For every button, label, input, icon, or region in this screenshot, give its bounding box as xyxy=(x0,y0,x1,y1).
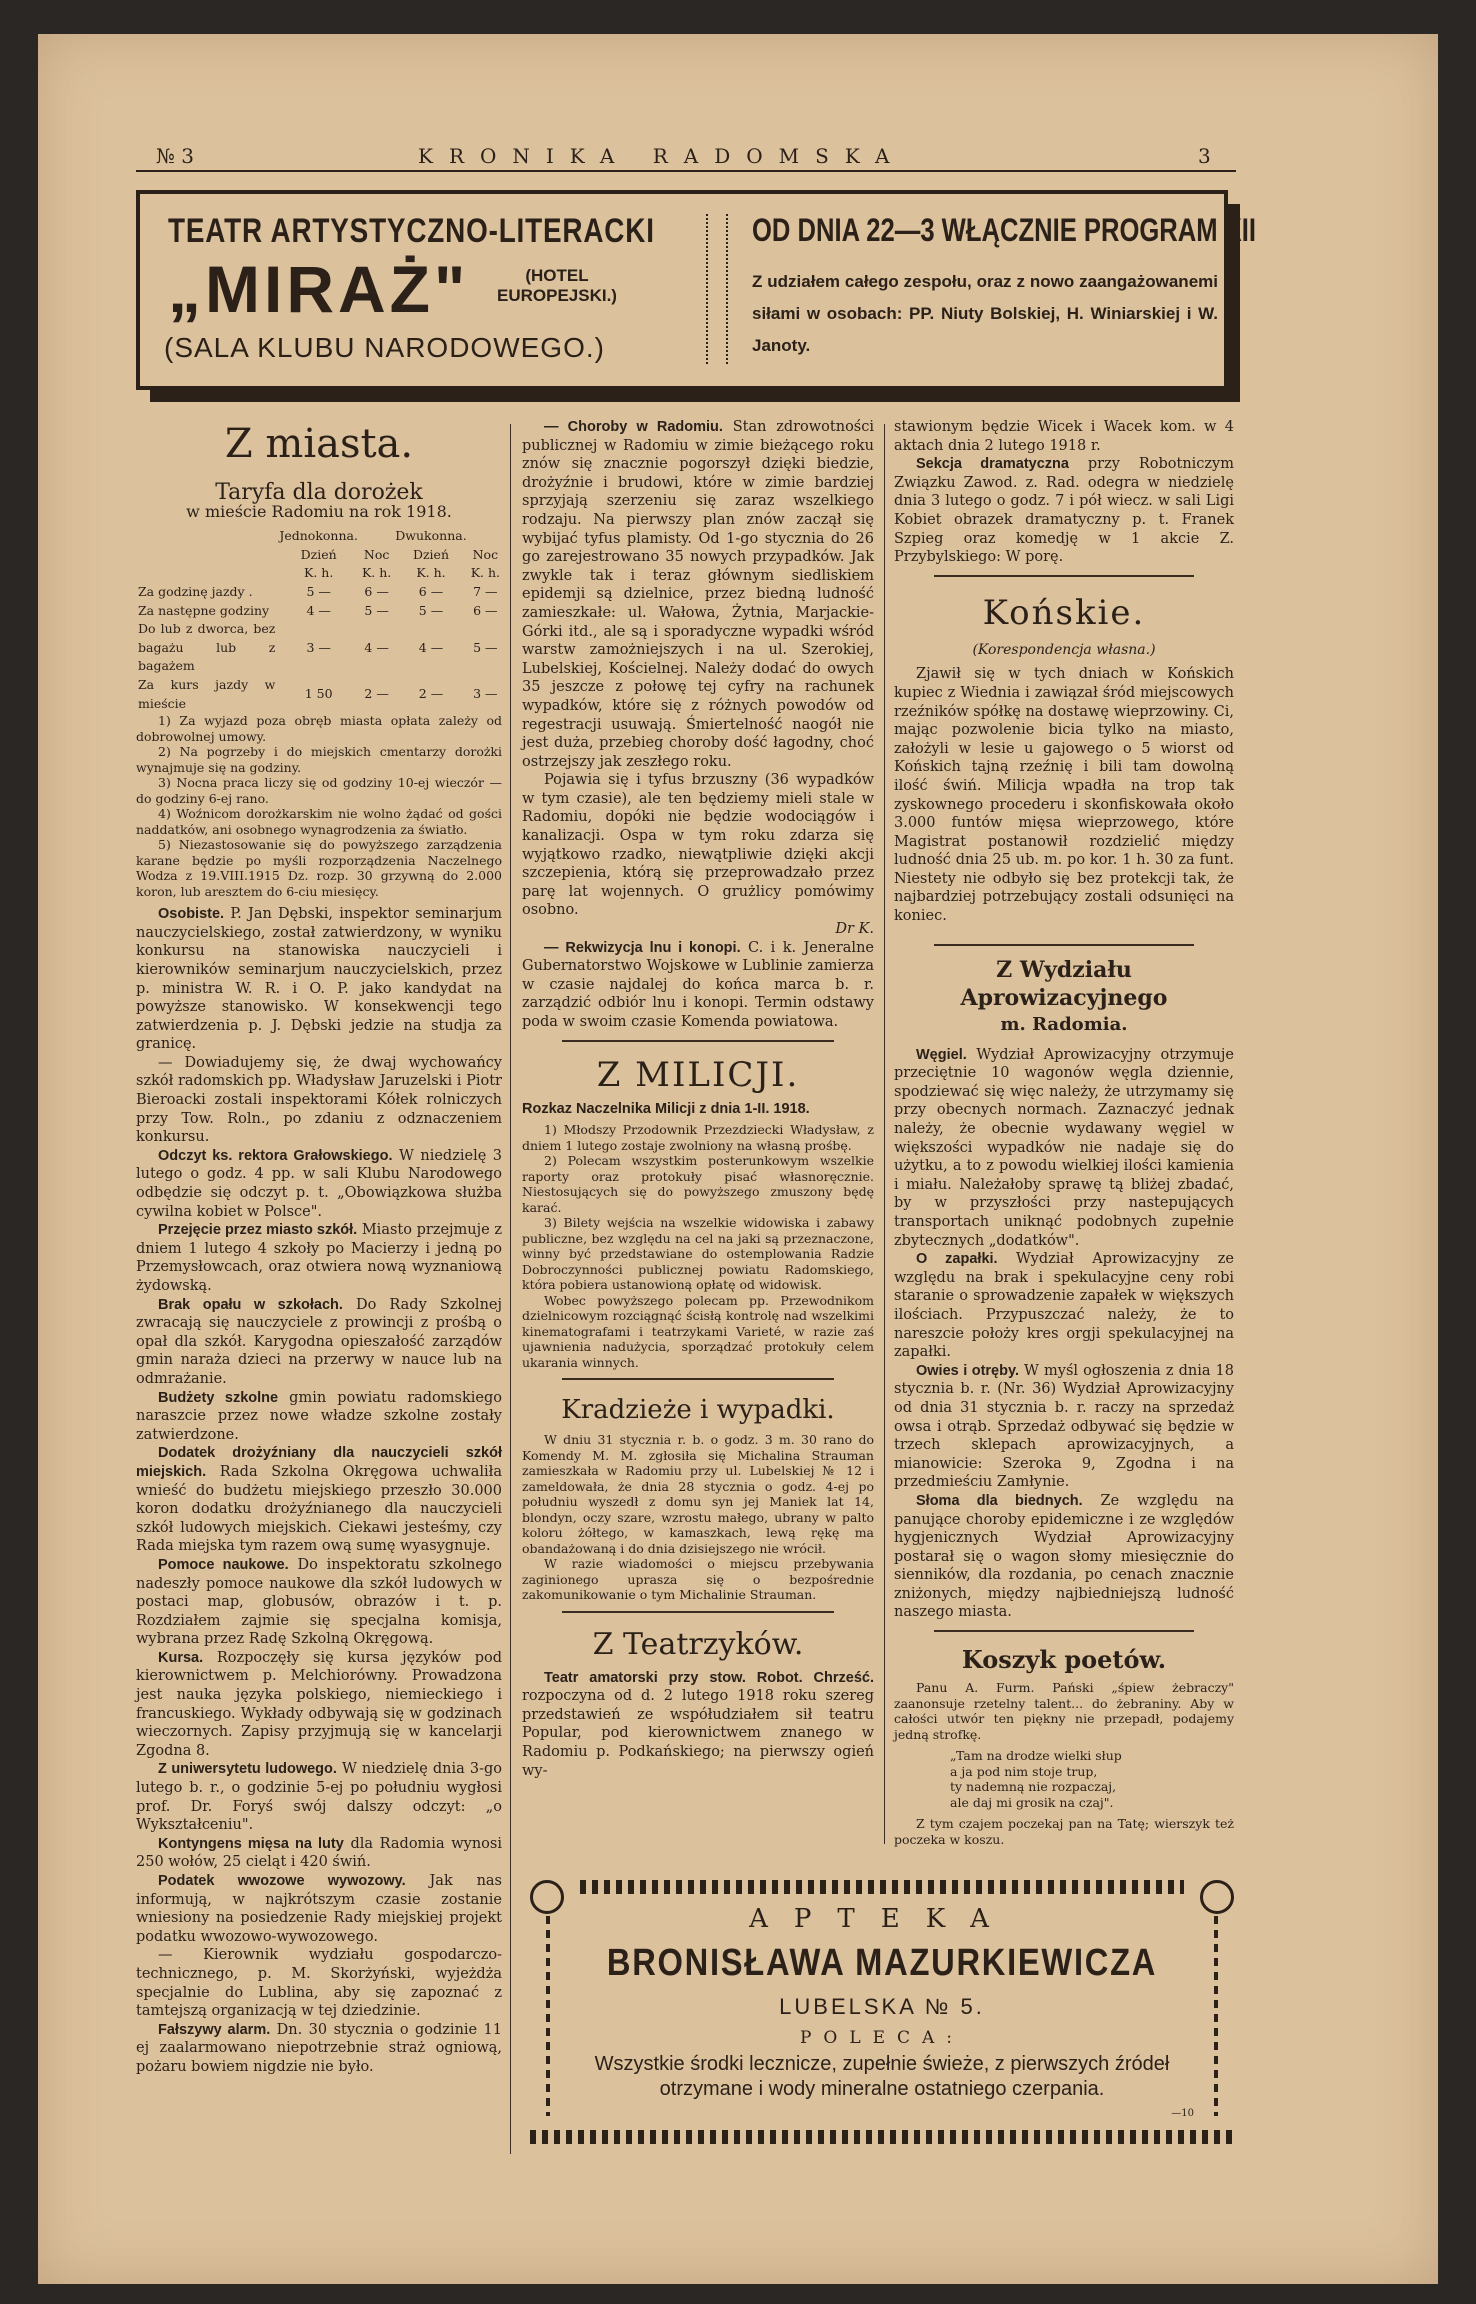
fare-cell: Do lub z dworca, bez bagażu lub z bagażem xyxy=(138,621,276,674)
fare-head xyxy=(136,527,502,546)
masthead-title: KRONIKA RADOMSKA xyxy=(418,144,906,168)
section-title-koszyk: Koszyk poetów. xyxy=(961,1645,1167,1675)
section-title-z-miasta: Z miasta. xyxy=(224,421,414,467)
fare-notes xyxy=(136,713,502,899)
column-rule-1 xyxy=(510,424,511,2154)
aprow-text: Ze względu na panujące choroby epidemiczne i ze względów hygjenicznych Wydział Aprowizacyjny postarał się o wagon słomy miesięcznie do sienników, dla rozdania, po cenach znacznie zniżonych, między najbiedniejszą ludność naszego miasta. xyxy=(894,1492,1235,1621)
poem-line: ale daj mi grosik na czaj". xyxy=(950,1794,1114,1810)
fare-head-cell: Dwukonna. xyxy=(395,528,467,544)
news-paragraph xyxy=(136,1147,502,1221)
news-text: — Dowiadujemy się, że dwaj wychowańcy szkół radomskich pp. Władysław Jaruzelski i Piotr Bieroacki zostali inspektorami Kółek rolniczych przy Tow. Roln., po zdaniu z odznaczeniem konkursu. xyxy=(136,1054,502,1146)
pharmacy-advertisement xyxy=(530,1880,1234,2150)
pharmacy-poleca: POLECA: xyxy=(799,2028,965,2048)
fare-head-3-cell: K. h. xyxy=(304,565,334,581)
konskie-text: Zjawił się w tych dniach w Końskich kupiec z Wiednia i zawiązał śród miejscowych rzeźników spółkę na dostawę wieprzowiny. Ci, mając pozwolenie bicia tylko na miasto, założyli w lesie u gajowego o 5 wiorst od Końskich tajną rzeźnię i bili tam dowolną ilość świń. Milicja wpadła na trop tak zyskownego procederu i skonfiskowała około 3.000 funtów mięsa wieprzowego, które Magistrat postanowił rozdzielić między ludność dnia 25 ub. m. po kor. 1 h. 30 za funt. Niestety nie odbyło się bez protekcji tak, że najbardziej potrzebujący zostali odsunięci na koniec. xyxy=(894,666,1234,925)
header-rule xyxy=(136,170,1236,172)
city-news xyxy=(136,905,502,2076)
news-text: W niedzielę dnia 3-go lutego b. r., o godzinie 5-ej po południu wygłosi prof. Dr. Foryś swój dalszy odczyt: „o Wykształceniu". xyxy=(136,1761,502,1834)
fare-cell: Za następne godziny xyxy=(138,602,270,618)
fare-note: 5) Niezastosowanie się do powyższego zarządzenia karane będzie po myśli rozporządzenia Naczelnego Wodza z 19.VIII.1915 Dz. rozp. 30 grzywną do 2.000 koron, lub aresztem do 6-ciu miesięcy. xyxy=(136,837,502,899)
fare-cell: 5 — xyxy=(473,639,498,655)
konskie-subtitle: (Korespondencja własna.) xyxy=(972,641,1156,658)
fare-head-2 xyxy=(136,546,502,565)
news-lead: Kontyngens mięsa na luty xyxy=(158,1835,344,1852)
section-title-milicji: Z MILICJI. xyxy=(596,1054,800,1095)
fare-head-3-cell: K. h. xyxy=(361,565,392,581)
ad-venue: (SALA KLUBU NARODOWEGO.) xyxy=(164,332,605,363)
fare-row xyxy=(136,676,502,713)
koszyk-text: Panu A. Furm. Pański „śpiew żebraczy" zaanonsuje rzetelny talent... do żebraniny. Aby w całości utwór ten piękny nie przepadł, podajemy jedną strofkę. xyxy=(894,1680,1234,1742)
section-title-konskie: Końskie. xyxy=(982,592,1146,633)
fare-note: 4) Woźnicom dorożkarskim nie wolno żądać od gości naddatków, ani osobnego wynagrodzenia za światło. xyxy=(136,806,502,837)
rekwizycja-text: C. i k. Jeneralne Gubernatorstwo Wojskowe w Lublinie zamierza w czasie najdalej do końca marca b. r. zarządzić odbiór lnu i konopi. Termin odstawy poda w swoim czasie Komenda powiatowa. xyxy=(522,939,874,1030)
fare-title: Taryfa dla dorożek xyxy=(215,480,423,505)
page-number: 3 xyxy=(1198,144,1211,168)
fare-cell: Za kurs jazdy w mieście xyxy=(138,676,276,711)
sekcja-lead: Sekcja dramatyczna xyxy=(916,456,1069,473)
kradziez-item: W dniu 31 stycznia r. b. o godz. 3 m. 30 rano do Komendy M. M. zgłosiła się Michalina Strauman zamieszkała w Radomiu przy ul. Lubelskiej № 12 i zameldowała, że dnia 28 stycznia o godz. 4-ej po południu wyszedł z domu syn jej Maniek lat 14, blondyn, oczy szare, wzrostu małego, ubrany w palto koloru żółtego, w kamaszkach, lewą rękę ma obandażowaną i do dnia dzisiejszego nie wrócił. xyxy=(522,1432,874,1556)
news-lead: Brak opału w szkołach. xyxy=(158,1296,343,1313)
aprow-lead: Węgiel. xyxy=(916,1046,967,1063)
aprowizacja-text xyxy=(894,1046,1234,1622)
fare-cell: 4 — xyxy=(418,639,444,655)
news-lead: Pomoce naukowe. xyxy=(158,1556,289,1573)
news-text: P. Jan Dębski, inspektor seminarjum nauczycielskiego, został zatwierdzony, w wyniku konkursu na stanowiska nauczycieli i kierowników seminarjum nauczycielskich, przez p. ministra W. R. i O. P. jako kandydat na powyższe stanowisko. W konsekwencji tego zatwierdzenia p. J. Dębski jedzie na studja za granicę. xyxy=(136,906,502,1053)
choroby-text-2: Pojawia się i tyfus brzuszny (36 wypadków w tym czasie), ale ten będziemy mieli stale w Radomiu, dopóki nie będzie wodociągów i kanalizacji. Ospa w tym roku zdarza się wyjątkowo rzadko, niewątpliwie dzięki akcji szczepienia, którą się przeprowadzało przez parę lat wojennych. O grużlicy pomówimy osobno. xyxy=(522,772,874,919)
news-paragraph xyxy=(136,1389,502,1445)
milicji-item: 1) Młodszy Przodownik Przezdziecki Władysław, z dniem 1 lutego zostaje zwolniony na własną prośbę. xyxy=(522,1122,874,1153)
issue-number: № 3 xyxy=(156,144,195,168)
teatr-lead: Teatr amatorski przy stow. Robot. Chrześć. xyxy=(544,1669,874,1686)
news-paragraph xyxy=(136,1556,502,1649)
fare-head-cell xyxy=(360,527,393,546)
column-right xyxy=(894,418,1234,1847)
apteka-label: APTEKA xyxy=(749,1904,1015,1934)
milicji-order-title: Rozkaz Naczelnika Milicji z dnia 1-II. 1918. xyxy=(522,1100,810,1117)
news-text: Do Rady Szkolnej zwracają się nauczyciele z prowincji z prośbą o opał dla szkół. Karygodna opieszałość zarządów gmin naraża dzieci na przerwy w nauce lub na odmrażanie. xyxy=(136,1296,502,1387)
aprow-text: W myśl ogłoszenia z dnia 18 stycznia b. r. (Nr. 36) Wydział Aprowizacyjny od dnia 31 stycznia b. r. raczy na sprzedaż owsa i otrąb. Sprzedaż odbywać się będzie w trzech sklepach aprowizacyjnych, a mianowicie: Szeroka 9, Zgodna i na przedmieściu Zamłynie. xyxy=(894,1362,1234,1491)
sekcja-text: przy Robotniczym Związku Zawod. z. Rad. odegra w niedzielę dnia 3 lutego o godz. 7 i pół wiecz. w sali Ligi Kobiet obrazek dramatyczny p. t. Franek Szpieg oraz komedję w 1 akcie Z. Przybylskiego: W porę. xyxy=(894,456,1234,566)
aprow-paragraph xyxy=(894,1250,1234,1362)
milicji-item: 2) Polecam wszystkim posterunkowym wszelkie raporty oraz protokuły pisać własnoręcznie. Niestosujących się do powyższego zmuszony będę karać. xyxy=(522,1153,874,1215)
rekwizycja-lead: — Rekwizycja lnu i konopi. xyxy=(544,939,741,956)
news-paragraph xyxy=(136,1444,502,1556)
news-lead: Z uniwersytetu ludowego. xyxy=(158,1761,337,1778)
news-paragraph xyxy=(136,1835,502,1872)
fare-subtitle: w mieście Radomiu na rok 1918. xyxy=(186,501,452,521)
fare-head-cell xyxy=(136,527,277,546)
fare-note: 1) Za wyjazd poza obręb miasta opłata zależy od dobrowolnej umowy. xyxy=(136,713,502,744)
aprow-text: Wydział Aprowizacyjny otrzymuje przeciętnie 10 wagonów węgla dziennie, spodziewać się więc należy, że utrzymamy się przy obecnych normach. Zaznaczyć jednak należy, że obecnie wydawany węgiel w większości wypadków nie nadaje się do użytku, a to z powodu wielkiej ilości kamienia i miału. Należałoby sprawę tą bliżej zbadać, by w przyszłości przy nastepujących transportach uniknąć podobnych zupełnie zbytecznych „dodatków". xyxy=(894,1046,1234,1249)
aprow-paragraph xyxy=(894,1492,1234,1622)
koszyk-end: Z tym czajem poczekaj pan na Tatę; wierszyk też poczeka w koszu. xyxy=(894,1816,1234,1847)
news-text: W niedzielę 3 lutego o godz. 4 pp. w sali Klubu Narodowego odbędzie się odczyt p. t. „Obowiązkowa służba cywilna kobiet w Polsce". xyxy=(136,1147,502,1220)
fare-head-3 xyxy=(136,564,502,583)
aprow-text: Wydział Aprowizacyjny ze względu na brak i spekulacyjne ceny robi staranie o sprowadzenie zapałek w większych ilościach. Przypuszczać należy, że to nareszcie położy kres orgji spekulacyjnej na zapałki. xyxy=(894,1251,1234,1361)
ad-cast: Z udziałem całego zespołu, oraz z nowo zaangażowanemi siłami w osobach: PP. Niuty Bolskiej, H. Winiarskiej i W. Janoty. xyxy=(752,272,1218,355)
fare-cell: 4 — xyxy=(364,639,389,655)
fare-head-2-cell xyxy=(136,546,277,565)
news-text: Rozpoczęły się kursa języków pod kierownictwem p. Melchiorówny. Prowadzona jest nauka języka polskiego, niemieckiego i francuskiego. Wykłady odbywają się w godzinach wieczornych. Zapisy przyjmują się w kancelarji Zgodna 8. xyxy=(136,1649,502,1759)
fare-head-3-cell xyxy=(136,564,277,583)
news-paragraph xyxy=(136,1649,502,1761)
ad-program: OD DNIA 22—3 WŁĄCZNIE PROGRAM XII xyxy=(752,212,1256,248)
news-paragraph xyxy=(136,1054,502,1147)
fare-cell: 1 50 xyxy=(304,686,333,702)
news-lead: Fałszywy alarm. xyxy=(158,2021,271,2038)
ad-theatre-name: TEATR ARTYSTYCZNO-LITERACKI xyxy=(168,212,655,250)
ornament-top xyxy=(580,1880,1184,1894)
choroby-signature: Dr K. xyxy=(835,921,874,938)
fare-cell: 2 — xyxy=(418,686,444,702)
fare-cell: 7 — xyxy=(473,583,498,599)
aprow-lead: O zapałki. xyxy=(916,1251,998,1268)
fare-cell: 5 — xyxy=(418,602,444,618)
pharmacy-code: —10 xyxy=(1171,2108,1194,2119)
pharmacy-address: LUBELSKA № 5. xyxy=(779,1994,985,2019)
fare-head-3-cell: K. h. xyxy=(416,565,446,581)
aprow-paragraph xyxy=(894,1362,1234,1492)
news-text: Do inspektoratu szkolnego nadeszły pomoce naukowe dla szkół ludowych w postaci map, globusów, obrazów i t. p. Rozdziałem zajmie się specjalna komisja, wybrana przez Radę Szkolną Okręgową. xyxy=(136,1556,502,1648)
news-text: Jak nas informują, w najkrótszym czasie zostanie wniesiony na posiedzenie Rady miejskiej projekt podatku wwozowo-wywozowego. xyxy=(136,1873,502,1945)
fare-head-2-cell: Dzień xyxy=(300,546,337,562)
pharmacy-text: Wszystkie środki lecznicze, zupełnie świeże, z pierwszych źródeł otrzymane i wody mineralne ostatniego czerpania. xyxy=(594,2053,1170,2100)
fare-cell: 6 — xyxy=(418,583,444,599)
fare-cell: 3 — xyxy=(473,686,498,702)
fare-note: 2) Na pogrzeby i do miejskich cmentarzy dorożki wynajmuje się na godziny. xyxy=(136,744,502,775)
news-paragraph xyxy=(136,2021,502,2077)
news-paragraph xyxy=(136,905,502,1054)
fare-head-2-cell: Noc xyxy=(363,546,390,562)
teatr-continued: stawionym będzie Wicek i Wacek kom. w 4 aktach dnia 2 lutego 1918 r. xyxy=(894,419,1234,454)
fare-table xyxy=(136,527,502,713)
fare-note: 3) Nocna praca liczy się od godziny 10-ej wieczór — do godziny 6-ej rano. xyxy=(136,775,502,806)
fare-cell: 5 — xyxy=(364,602,389,618)
fare-cell: 4 — xyxy=(306,602,331,618)
news-paragraph xyxy=(136,1296,502,1389)
section-title-teatrzykow: Z Teatrzyków. xyxy=(592,1626,804,1662)
kradziez-item: W razie wiadomości o miejscu przebywania zaginionego uprasza się o bezpośrednie zakomunikowanie o tym Michalinie Strauman. xyxy=(522,1556,874,1603)
news-text: Miasto przejmuje z dniem 1 lutego 4 szkoły po Macierzy i jedną po Przemysłowcach, oraz otwiera nową wyznaniową żydowską. xyxy=(136,1222,502,1294)
theatre-advertisement xyxy=(136,190,1256,390)
fare-cell: Za godzinę jazdy . xyxy=(138,583,253,599)
fare-cell: 6 — xyxy=(473,602,498,618)
news-text: dla Radomia wynosi 250 wołów, 25 cieląt i 420 świń. xyxy=(136,1835,502,1871)
koszyk-poem xyxy=(950,1748,1234,1810)
news-paragraph xyxy=(136,1946,502,2020)
news-text: — Kierownik wydziału gospodarczo-technicznego, p. M. Skorżyński, wyjeżdża specjalnie do Lublina, aby się zapoznać z tamtejszą organizacją w tej dziedzinie. xyxy=(136,1947,502,2020)
fare-head-3-cell: K. h. xyxy=(470,565,500,581)
news-lead: Przejęcie przez miasto szkół. xyxy=(158,1222,358,1239)
milicji-item: 3) Bilety wejścia na wszelkie widowiska i zabawy publiczne, bez względu na cel na jaki są przeznaczone, winny być przedstawiane do ostemplowania Radzie Dobroczynności publicznej powiatu Radomskiego, która pobiera ustanowioną opłatę od widowisk. xyxy=(522,1215,874,1293)
news-paragraph xyxy=(136,1221,502,1295)
column-rule-2 xyxy=(884,424,885,1844)
fare-head-cell xyxy=(469,527,502,546)
news-paragraph xyxy=(136,1760,502,1834)
fare-cell: 5 — xyxy=(306,583,331,599)
news-text: Dn. 30 stycznia o godzinie 11 ej zaalarmowano niepotrzebnie straż ogniową, pożaru bowiem nigdzie nie było. xyxy=(136,2021,503,2075)
fare-cell: 2 — xyxy=(364,686,389,702)
milicji-order xyxy=(522,1122,874,1370)
news-lead: Kursa. xyxy=(158,1649,204,1666)
choroby-text: Stan zdrowotności publicznej w Radomiu w zimie bieżącego roku znów się znacznie pogorszył dzięki biedzie, drożyźnie i brudowi, które w zimie bardziej sprzyjają szerzeniu się zaraz wszelkiego rodzaju. Na pierwszy plan znów zaczął się wybijać tyfus plamisty. Od 1-go stycznia do 26 go zarejestrowano 35 nowych przypadków. Jak zwykle tak i teraz głównym siedliskiem epidemji są dzielnice, przez biedną ludność zamieszkałe: ul. Wałowa, Żytnia, Marjackie-Górki itd., ale są i sporadyczne wypadki wśród warstw zamożniejszych i na ul. Szerokiej, Lubelskiej, Kościelnej. Należy dodać do owych 35 jeszcze z połowę tej cyfry na rachunek wypadków, które się z różnych powodów od regestracji usuwają. Śmiertelność naogół nie jest duża, przebieg choroby dość łagodny, choć ostrzejszy jak zeszłego roku. xyxy=(522,419,875,770)
ornament-bottom xyxy=(530,2130,1234,2144)
fare-head-2-cell: Dzień xyxy=(412,546,450,562)
column-z-miasta xyxy=(136,418,502,2077)
section-title-aprowizacja-2: m. Radomia. xyxy=(1000,1013,1128,1035)
ad-miraz: „MIRAŻ" xyxy=(168,252,470,326)
aprow-lead: Owies i otręby. xyxy=(916,1362,1019,1379)
aprow-lead: Słoma dla biednych. xyxy=(916,1492,1083,1509)
teatr-text: rozpoczyna od d. 2 lutego 1918 roku szereg przedstawień ze współudziałem sił teatru Popular, pod kierownictwem znanego w Radomiu p. Podkańskiego; na pierwszy ogień wy- xyxy=(522,1688,874,1779)
fare-head-2-cell: Noc xyxy=(472,546,499,562)
fare-cell: 3 — xyxy=(306,639,331,655)
news-lead: Dodatek drożyźniany dla nauczycieli szkół miejskich. xyxy=(136,1445,502,1480)
fare-row xyxy=(136,620,502,676)
news-lead: Budżety szkolne xyxy=(158,1389,279,1406)
news-lead: Odczyt ks. rektora Grałowskiego. xyxy=(158,1147,393,1164)
fare-head-cell: Jednokonna. xyxy=(279,528,358,544)
news-lead: Podatek wwozowe wywozowy. xyxy=(158,1873,406,1889)
choroby-lead: — Choroby w Radomiu. xyxy=(544,419,723,435)
poem-line: a ja pod nim stoje trup, xyxy=(950,1763,1098,1779)
column-middle xyxy=(522,418,874,1780)
pharmacy-owner: BRONISŁAWA MAZURKIEWICZA xyxy=(606,1942,1158,1984)
news-text: gmin powiatu radomskiego naraszcie przez nowe władze szkolne zostały zatwierdzone. xyxy=(136,1389,502,1443)
aprow-paragraph xyxy=(894,1046,1234,1251)
section-title-aprowizacja: Z Wydziału Aprowizacyjnego xyxy=(960,956,1168,1011)
kradzieze-text xyxy=(522,1432,874,1603)
news-paragraph xyxy=(136,1872,502,1946)
fare-row xyxy=(136,602,502,621)
poem-line: „Tam na drodze wielki słup xyxy=(950,1748,1122,1764)
ad-ornament-divider xyxy=(706,214,728,364)
fare-row xyxy=(136,583,502,602)
fare-cell: 6 — xyxy=(364,583,389,599)
section-title-kradzieze: Kradzieże i wypadki. xyxy=(561,1395,835,1426)
milicji-item: Wobec powyższego polecam pp. Przewodnikom dzielnicowym rozciągnąć ścisłą kontrolę nad wszelkimi kinematografami i teatrzykami Varieté, w razie zaś ujawnienia nadużycia, sporządzać protokuły celem ukarania winnych. xyxy=(522,1292,874,1370)
ad-hotel: (HOTEL EUROPEJSKI.) xyxy=(497,266,617,305)
news-text: Rada Szkolna Okręgowa uchwaliła wnieść do budżetu miejskiego przeszło 30.000 koron dodatku drożyźnianego dla nauczycieli szkół ludowych miejskich. Ciekawi jesteśmy, czy Rada miejska tym razem ową sumę wyasygnuje. xyxy=(136,1463,502,1555)
news-lead: Osobiste. xyxy=(158,906,225,923)
newspaper-page xyxy=(38,34,1438,2284)
poem-line: ty nademną nie rozpaczaj, xyxy=(950,1779,1117,1795)
